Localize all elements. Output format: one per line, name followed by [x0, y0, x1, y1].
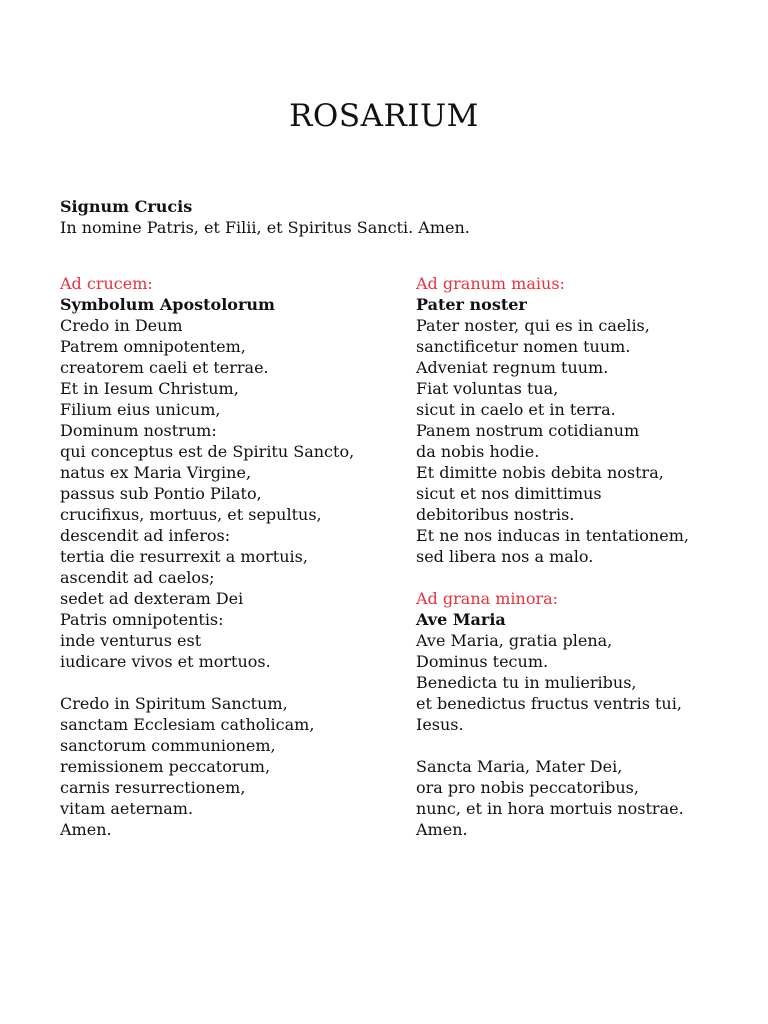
verse-line: inde venturus est: [60, 631, 202, 650]
verse-line: natus ex Maria Virgine,: [60, 463, 252, 482]
verse-line: Dominus tecum.: [416, 652, 549, 671]
verse-line: Iesus.: [416, 715, 464, 734]
verse-line: crucifixus, mortuus, et sepultus,: [60, 505, 322, 524]
verse-line: sicut et nos dimittimus: [416, 484, 602, 503]
verse-line: Patrem omnipotentem,: [60, 337, 246, 356]
ave-rubric: Ad grana minora:: [416, 589, 559, 608]
verse-line: debitoribus nostris.: [416, 505, 575, 524]
ave-stanza-1: [416, 630, 766, 735]
verse-line: tertia die resurrexit a mortuis,: [60, 547, 308, 566]
symbolum-stanza-2: [60, 693, 410, 840]
verse-line: Ave Maria, gratia plena,: [416, 631, 613, 650]
verse-line: remissionem peccatorum,: [60, 757, 271, 776]
stanza-gap: [60, 672, 410, 693]
pater-rubric: Ad granum maius:: [416, 274, 565, 293]
symbolum-heading: Symbolum Apostolorum: [60, 295, 275, 314]
verse-line: da nobis hodie.: [416, 442, 540, 461]
section-gap: [416, 567, 766, 588]
verse-line: passus sub Pontio Pilato,: [60, 484, 262, 503]
verse-line: Fiat voluntas tua,: [416, 379, 559, 398]
pater-text: [416, 315, 766, 567]
symbolum-rubric: Ad crucem:: [60, 274, 153, 293]
symbolum-column: [60, 273, 410, 840]
verse-line: iudicare vivos et mortuos.: [60, 652, 271, 671]
verse-line: sanctorum communionem,: [60, 736, 276, 755]
verse-line: Sancta Maria, Mater Dei,: [416, 757, 623, 776]
verse-line: sanctificetur nomen tuum.: [416, 337, 631, 356]
verse-line: sanctam Ecclesiam catholicam,: [60, 715, 315, 734]
verse-line: nunc, et in hora mortuis nostrae.: [416, 799, 684, 818]
verse-line: Credo in Deum: [60, 316, 183, 335]
verse-line: ascendit ad caelos;: [60, 568, 215, 587]
verse-line: Et dimitte nobis debita nostra,: [416, 463, 664, 482]
signum-crucis-text: In nomine Patris, et Filii, et Spiritus Sancti. Amen.: [60, 218, 470, 237]
verse-line: sed libera nos a malo.: [416, 547, 594, 566]
verse-line: ora pro nobis peccatoribus,: [416, 778, 639, 797]
verse-line: Et in Iesum Christum,: [60, 379, 239, 398]
verse-line: sicut in caelo et in terra.: [416, 400, 616, 419]
verse-line: Pater noster, qui es in caelis,: [416, 316, 650, 335]
page-title: ROSARIUM: [289, 98, 479, 134]
ave-heading: Ave Maria: [416, 610, 506, 629]
signum-crucis-heading: Signum Crucis: [60, 197, 193, 216]
verse-line: Filium eius unicum,: [60, 400, 221, 419]
verse-line: Benedicta tu in mulieribus,: [416, 673, 637, 692]
verse-line: Adveniat regnum tuum.: [416, 358, 609, 377]
signum-crucis-section: [60, 196, 720, 238]
pater-heading: Pater noster: [416, 295, 527, 314]
verse-line: Panem nostrum cotidianum: [416, 421, 640, 440]
verse-line: Amen.: [416, 820, 468, 839]
verse-line: Et ne nos inducas in tentationem,: [416, 526, 689, 545]
verse-line: creatorem caeli et terrae.: [60, 358, 269, 377]
verse-line: Dominum nostrum:: [60, 421, 217, 440]
verse-line: qui conceptus est de Spiritu Sancto,: [60, 442, 355, 461]
verse-line: carnis resurrectionem,: [60, 778, 246, 797]
verse-line: Credo in Spiritum Sanctum,: [60, 694, 288, 713]
ave-stanza-2: [416, 756, 766, 840]
symbolum-stanza-1: [60, 315, 410, 672]
verse-line: et benedictus fructus ventris tui,: [416, 694, 682, 713]
verse-line: sedet ad dexteram Dei: [60, 589, 244, 608]
stanza-gap: [416, 735, 766, 756]
verse-line: Amen.: [60, 820, 112, 839]
verse-line: descendit ad inferos:: [60, 526, 231, 545]
prayers-column: [416, 273, 766, 840]
verse-line: Patris omnipotentis:: [60, 610, 224, 629]
verse-line: vitam aeternam.: [60, 799, 194, 818]
